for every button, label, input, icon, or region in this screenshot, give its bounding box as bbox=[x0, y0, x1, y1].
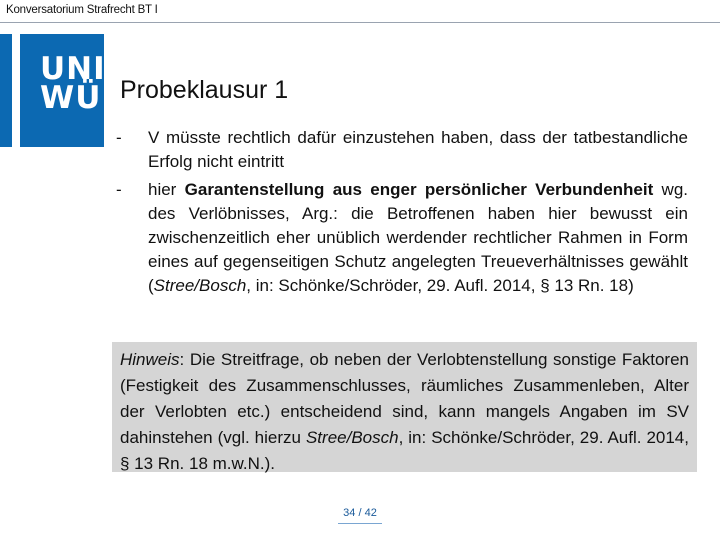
bullet-item bbox=[116, 178, 688, 298]
bullet-marker: - bbox=[116, 128, 122, 147]
slide-title: Probeklausur 1 bbox=[120, 76, 289, 104]
bullet-text: V müsste rechtlich dafür einzustehen haben, dass der tatbestandliche Erfolg nicht eintritt bbox=[148, 128, 688, 171]
university-logo-text: UNI WÜ bbox=[40, 51, 106, 116]
hint-text-b: , in: Schönke/Schröder, 29. Aufl. 2014, § 13 Rn. 18 m.w.N.). bbox=[120, 428, 689, 473]
bullet-marker: - bbox=[116, 180, 122, 199]
bullet-list bbox=[116, 126, 688, 302]
page-number: 34 / 42 bbox=[343, 507, 377, 519]
header-divider bbox=[0, 22, 720, 23]
bullet-item bbox=[116, 126, 688, 174]
logo-side-bar bbox=[0, 34, 12, 147]
bullet-text-bold: Garantenstellung aus enger persönlicher Verbundenheit bbox=[184, 180, 654, 199]
citation-author: Stree/Bosch bbox=[153, 276, 247, 295]
hint-label: Hinweis bbox=[120, 350, 180, 369]
bullet-text-pre: hier bbox=[148, 180, 185, 199]
course-title: Konversatorium Strafrecht BT I bbox=[6, 4, 158, 16]
page-number-underline bbox=[338, 523, 382, 524]
bullet-text-mid: wg. des Verlöbnisses, Arg.: die Betroffenen haben hier bewusst ein zwischenzeitlich eher unüblich werdender rechtlicher Rahmen in Form eines auf gegenseitigen Schutz angelegten Treueverhältnisses gewählt ( bbox=[148, 180, 689, 295]
hint-box bbox=[112, 342, 697, 472]
hint-text-a: : Die Streitfrage, ob neben der Verlobtenstellung sonstige Faktoren (Festigkeit des Zusammenschlusses, räumliches Zusammenleben, Alter der Verlobten etc.) entscheidend sind, kann mangels Angaben im SV dahinstehen (vgl. hierzu bbox=[120, 350, 689, 447]
hint-citation-author: Stree/Bosch bbox=[305, 428, 399, 447]
bullet-text-post: , in: Schönke/Schröder, 29. Aufl. 2014, § 13 Rn. 18) bbox=[246, 276, 634, 295]
